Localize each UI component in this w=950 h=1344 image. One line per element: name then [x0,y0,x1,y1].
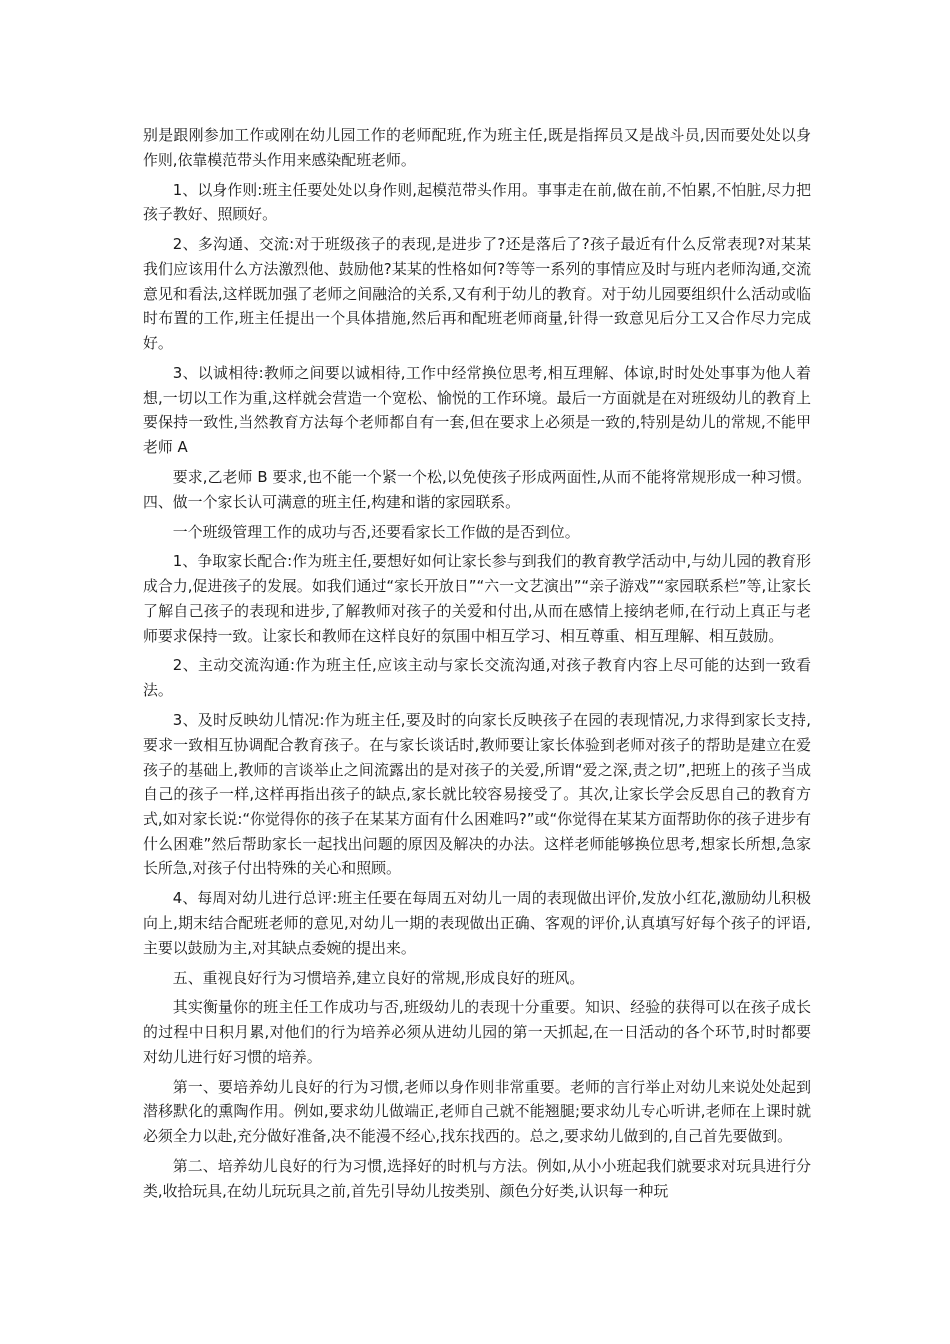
paragraph-timely-feedback: 3、及时反映幼儿情况:作为班主任,要及时的向家长反映孩子在园的表现情况,力求得到家长支持,要求一致相互协调配合教育孩子。在与家长谈话时,教师要让家长体验到老师对孩子的帮助是建立在爱孩子的基础上,教师的言谈举止之间流露出的是对孩子的关爱,所谓“爱之深,责之切”,把班上的孩子当成自己的孩子一样,这样再指出孩子的缺点,家长就比较容易接受了。其次,让家长学会反思自己的教育方式,如对家长说:“你觉得你的孩子在某某方面有什么困难吗?”或“你觉得在某某方面帮助你的孩子进步有什么困难”然后帮助家长一起找出问题的原因及解决的办法。这样老师能够换位思考,想家长所想,急家长所急,对孩子付出特殊的关心和照顾。 [143,711,811,878]
paragraph-parent-work-intro: 一个班级管理工作的成功与否,还要看家长工作做的是否到位。 [172,522,580,541]
paragraph-sincerity: 3、以诚相待:教师之间要以诚相待,工作中经常换位思考,相互理解、体谅,时时处处事事为他人着想,一切以工作为重,这样就会营造一个宽松、愉悦的工作环境。最后一方面就是在对班级幼儿的教育上要保持一致性,当然教育方法每个老师都自有一套,但在要求上必须是一致的,特别是幼儿的常规,不能甲老师 A [143,363,811,457]
paragraph-continuation: 别是跟刚参加工作或刚在幼儿园工作的老师配班,作为班主任,既是指挥员又是战斗员,因而要处处以身作则,依靠模范带头作用来感染配班老师。 [143,126,811,169]
document-page [143,123,811,1209]
paragraph-second-point: 第二、培养幼儿良好的行为习惯,选择好的时机与方法。例如,从小小班起我们就要求对玩具进行分类,收拾玩具,在幼儿玩玩具之前,首先引导幼儿按类别、颜色分好类,认识每一种玩 [143,1157,811,1200]
section-heading-five: 五、重视良好行为习惯培养,建立良好的常规,形成良好的班风。 [172,968,585,987]
paragraph-measuring-success: 其实衡量你的班主任工作成功与否,班级幼儿的表现十分重要。知识、经验的获得可以在孩子成长的过程中日积月累,对他们的行为培养必须从进幼儿园的第一天抓起,在一日活动的各个环节,时时都要对幼儿进行好习惯的培养。 [143,998,811,1066]
paragraph-lead-by-example: 1、以身作则:班主任要处处以身作则,起模范带头作用。事事走在前,做在前,不怕累,不怕脏,尽力把孩子教好、照顾好。 [143,180,811,224]
paragraph-first-point: 第一、要培养幼儿良好的行为习惯,老师以身作则非常重要。老师的言行举止对幼儿来说处处起到潜移默化的熏陶作用。例如,要求幼儿做端正,老师自己就不能翘腿;要求幼儿专心听讲,老师在上课时就必须全力以赴,充分做好准备,决不能漫不经心,找东找西的。总之,要求幼儿做到的,自己首先要做到。 [143,1077,812,1146]
paragraph-parent-cooperation: 1、争取家长配合:作为班主任,要想好如何让家长参与到我们的教育教学活动中,与幼儿园的教育形成合力,促进孩子的发展。如我们通过“家长开放日”“六一文艺演出”“亲子游戏”“家园联系栏”等,让家长了解自己孩子的表现和进步,了解教师对孩子的关爱和付出,从而在感情上接纳老师,在行动上真正与老师要求保持一致。让家长和教师在这样良好的氛围中相互学习、相互尊重、相互理解、相互鼓励。 [143,552,811,645]
paragraph-consistency: 要求,乙老师 B 要求,也不能一个紧一个松,以免使孩子形成两面性,从而不能将常规形成一种习惯。 四、做一个家长认可满意的班主任,构建和谐的家园联系。 [143,467,811,511]
paragraph-weekly-evaluation: 4、每周对幼儿进行总评:班主任要在每周五对幼儿一周的表现做出评价,发放小红花,激励幼儿积极向上,期末结合配班老师的意见,对幼儿一期的表现做出正确、客观的评价,认真填写好每个孩子的评语,主要以鼓励为主,对其缺点委婉的提出来。 [143,889,811,957]
paragraph-communication: 2、多沟通、交流:对于班级孩子的表现,是进步了?还是落后了?孩子最近有什么反常表现?对某某我们应该用什么方法激烈他、鼓励他?某某的性格如何?等等一系列的事情应及时与班内老师沟通,交流意见和看法,这样既加强了老师之间融洽的关系,又有利于幼儿的教育。对于幼儿园要组织什么活动或临时布置的工作,班主任提出一个具体措施,然后再和配班老师商量,针得一致意见后分工又合作尽力完成好。 [143,235,811,353]
paragraph-active-communication: 2、主动交流沟通:作为班主任,应该主动与家长交流沟通,对孩子教育内容上尽可能的达到一致看法。 [143,656,811,700]
